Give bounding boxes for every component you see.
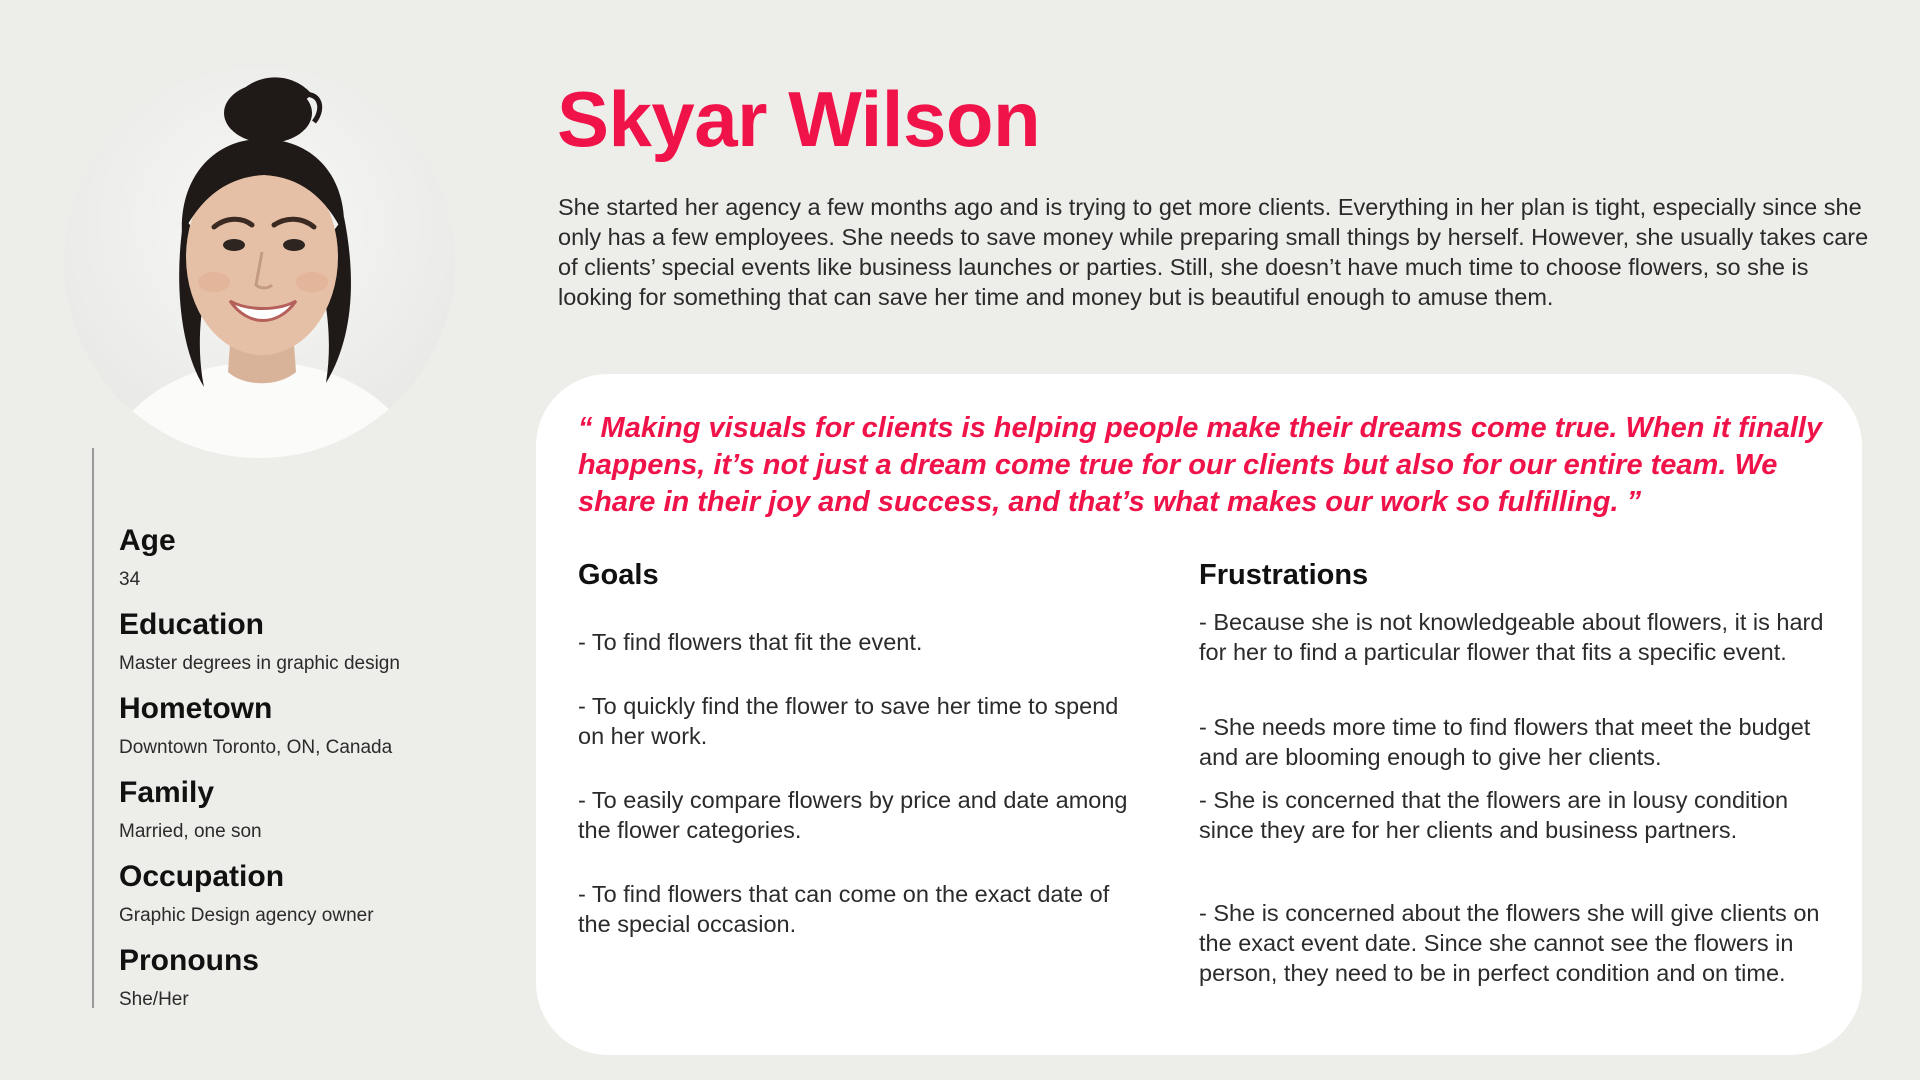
frustration-item: - She is concerned that the flowers are in lousy condition since they are for her clients and business partners. [1199, 787, 1789, 843]
frustrations-heading: Frustrations [1199, 559, 1369, 591]
pronouns-label: Pronouns [119, 944, 259, 977]
pronouns-value: She/Her [119, 989, 189, 1010]
occupation-label: Occupation [119, 860, 285, 893]
persona-attributes [119, 522, 459, 1026]
hometown-value: Downtown Toronto, ON, Canada [119, 737, 393, 758]
frustration-item: - She is concerned about the flowers she will give clients on the exact event date. Since she cannot see the flowers in person, they need to be in perfect condition and on time. [1199, 900, 1820, 986]
persona-quote: “ Making visuals for clients is helping people make their dreams come true. When it finally happens, it’s not just a dream come true for our clients but also for our entire team. We share in their joy and success, and that’s what makes our work so fulfilling. ” [578, 412, 1823, 518]
family-value: Married, one son [119, 821, 262, 842]
persona-bio: She started her agency a few months ago and is trying to get more clients. Everything in her plan is tight, especially since she only has a few employees. She needs to save money while preparing small things by herself. However, she usually takes care of clients’ special events like business launches or parties. Still, she doesn’t have much time to choose flowers, so she is looking for something that can save her time and money but is beautiful enough to amuse them. [558, 194, 1869, 310]
persona-name: Skyar Wilson [557, 75, 1041, 163]
education-label: Education [119, 608, 265, 641]
frustration-item: - She needs more time to find flowers that meet the budget and are blooming enough to give her clients. [1199, 714, 1811, 770]
goal-item: - To quickly find the flower to save her time to spend on her work. [578, 693, 1119, 749]
education-value: Master degrees in graphic design [119, 653, 400, 674]
goal-item: - To find flowers that fit the event. [578, 629, 923, 655]
age-value: 34 [119, 569, 141, 590]
sidebar-divider [92, 448, 94, 1008]
hometown-label: Hometown [119, 692, 273, 725]
age-label: Age [119, 524, 176, 557]
occupation-value: Graphic Design agency owner [119, 905, 374, 926]
family-label: Family [119, 776, 215, 809]
goal-item: - To easily compare flowers by price and date among the flower categories. [578, 787, 1128, 843]
frustration-item: - Because she is not knowledgeable about flowers, it is hard for her to find a particular flower that fits a specific event. [1199, 609, 1824, 665]
profile-photo [64, 67, 455, 458]
goal-item: - To find flowers that can come on the exact date of the special occasion. [578, 881, 1110, 937]
goals-heading: Goals [578, 559, 659, 591]
